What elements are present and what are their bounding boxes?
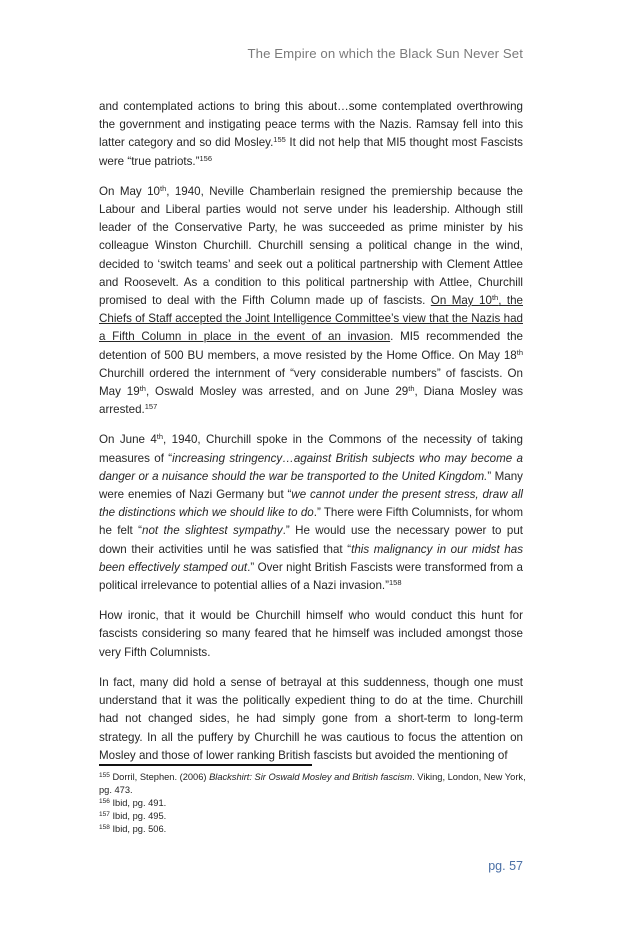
paragraph-4: How ironic, that it would be Churchill himself who would conduct this hunt for fascists considering so many feared that he himself was included amongst those very Fifth Columnists. <box>99 609 523 659</box>
quote-3: not the slightest sympathy <box>142 524 283 538</box>
paragraph-5: In fact, many did hold a sense of betrayal at this suddenness, though one must understand that it was the politically expedient thing to do at the time. Churchill had not changed sides, he had simply gone from a short-term to long-term strategy. In all the puffery by Churchill he was cautious to focus the attention on Mosley and those of lower ranking British fascists but avoided the mentioning of <box>99 675 523 762</box>
quote-2: we cannot under the present stress, draw all the distinctions which we should like to do <box>99 488 523 520</box>
paragraph-1: and contemplated actions to bring this about…some contemplated overthrowing the government and instigating peace terms with the Nazis. Ramsay fell into this latter category and so did Mosley.$^{155}$ It did not help that MI5 thought most Fascists were “true patriots.”$^{156}$ <box>99 100 523 168</box>
paragraph-3: On June 4th, 1940, Churchill spoke in the Commons of the necessity of taking measures of “increasing stringency…against British subjects who may become a danger or a nuisance should the war be transported to the United Kingdom.” Many were enemies of Nazi Germany but “we cannot under the present stress, draw all the distinctions which we should like to do.” There were Fifth Columnists, for whom he felt “not the slightest sympathy.” He would use the necessary power to put down their activities until he was satisfied that “this malignancy in our midst has been effectively stamped out.” Over night British Fascists were transformed from a political irrelevance to potential allies of a Nazi invasion.”$^{158}$ <box>99 432 523 593</box>
quote-4: this malignancy in our midst has been effectively stamped out <box>99 542 523 574</box>
footnote-155: $^{155}$ Dorril, Stephen. (2006) Blackshirt: Sir Oswald Mosley and British fascism. Viking, London, New York, pg. 473. <box>99 772 526 795</box>
footnote-ref-157[interactable]: 157 <box>144 402 158 412</box>
page-number: pg. 57 <box>488 859 523 873</box>
footnote-156: $^{156}$ Ibid, pg. 491. <box>99 798 167 808</box>
footnote-separator <box>99 764 312 766</box>
footnotes <box>99 771 539 836</box>
running-header: The Empire on which the Black Sun Never Set <box>247 46 523 61</box>
footnote-ref-156[interactable]: 156 <box>199 153 213 163</box>
body-text <box>99 98 523 777</box>
paragraph-2: On May 10th, 1940, Neville Chamberlain resigned the premiership because the Labour and Liberal parties would not serve under his leadership. Although still leader of the Conservative Party, he was succeeded as prime minister by his colleague Winston Churchill. Churchill sensing a political change in the wind, decided to ‘switch teams’ and seek out a political partnership with Clement Attlee and Roosevelt. As a condition to this political partnership with Attlee, Churchill promised to deal with the Fifth Column made up of fascists. On May 10th, the Chiefs of Staff accepted the Joint Intelligence Committee’s view that the Nazis had a Fifth Column in place in the event of an invasion. MI5 recommended the detention of 500 BU members, a move resisted by the Home Office. On May 18th Churchill ordered the internment of “very considerable numbers” of fascists. On May 19th, Oswald Mosley was arrested, and on June 29th, Diana Mosley was arrested.$^{157}$ <box>99 183 523 417</box>
footnote-158: $^{158}$ Ibid, pg. 506. <box>99 824 167 834</box>
quote-1: increasing stringency…against British subjects who may become a danger or a nuisance should the war be transported to the United Kingdom. <box>99 451 523 483</box>
footnote-157: $^{157}$ Ibid, pg. 495. <box>99 811 167 821</box>
underlined-passage: On May 10th, the Chiefs of Staff accepted the Joint Intelligence Committee’s view that the Nazis had a Fifth Column in place in the event of an invasion <box>99 293 523 344</box>
footnote-ref-155[interactable]: 155 <box>273 135 286 145</box>
footnote-ref-158[interactable]: 158 <box>389 578 402 588</box>
